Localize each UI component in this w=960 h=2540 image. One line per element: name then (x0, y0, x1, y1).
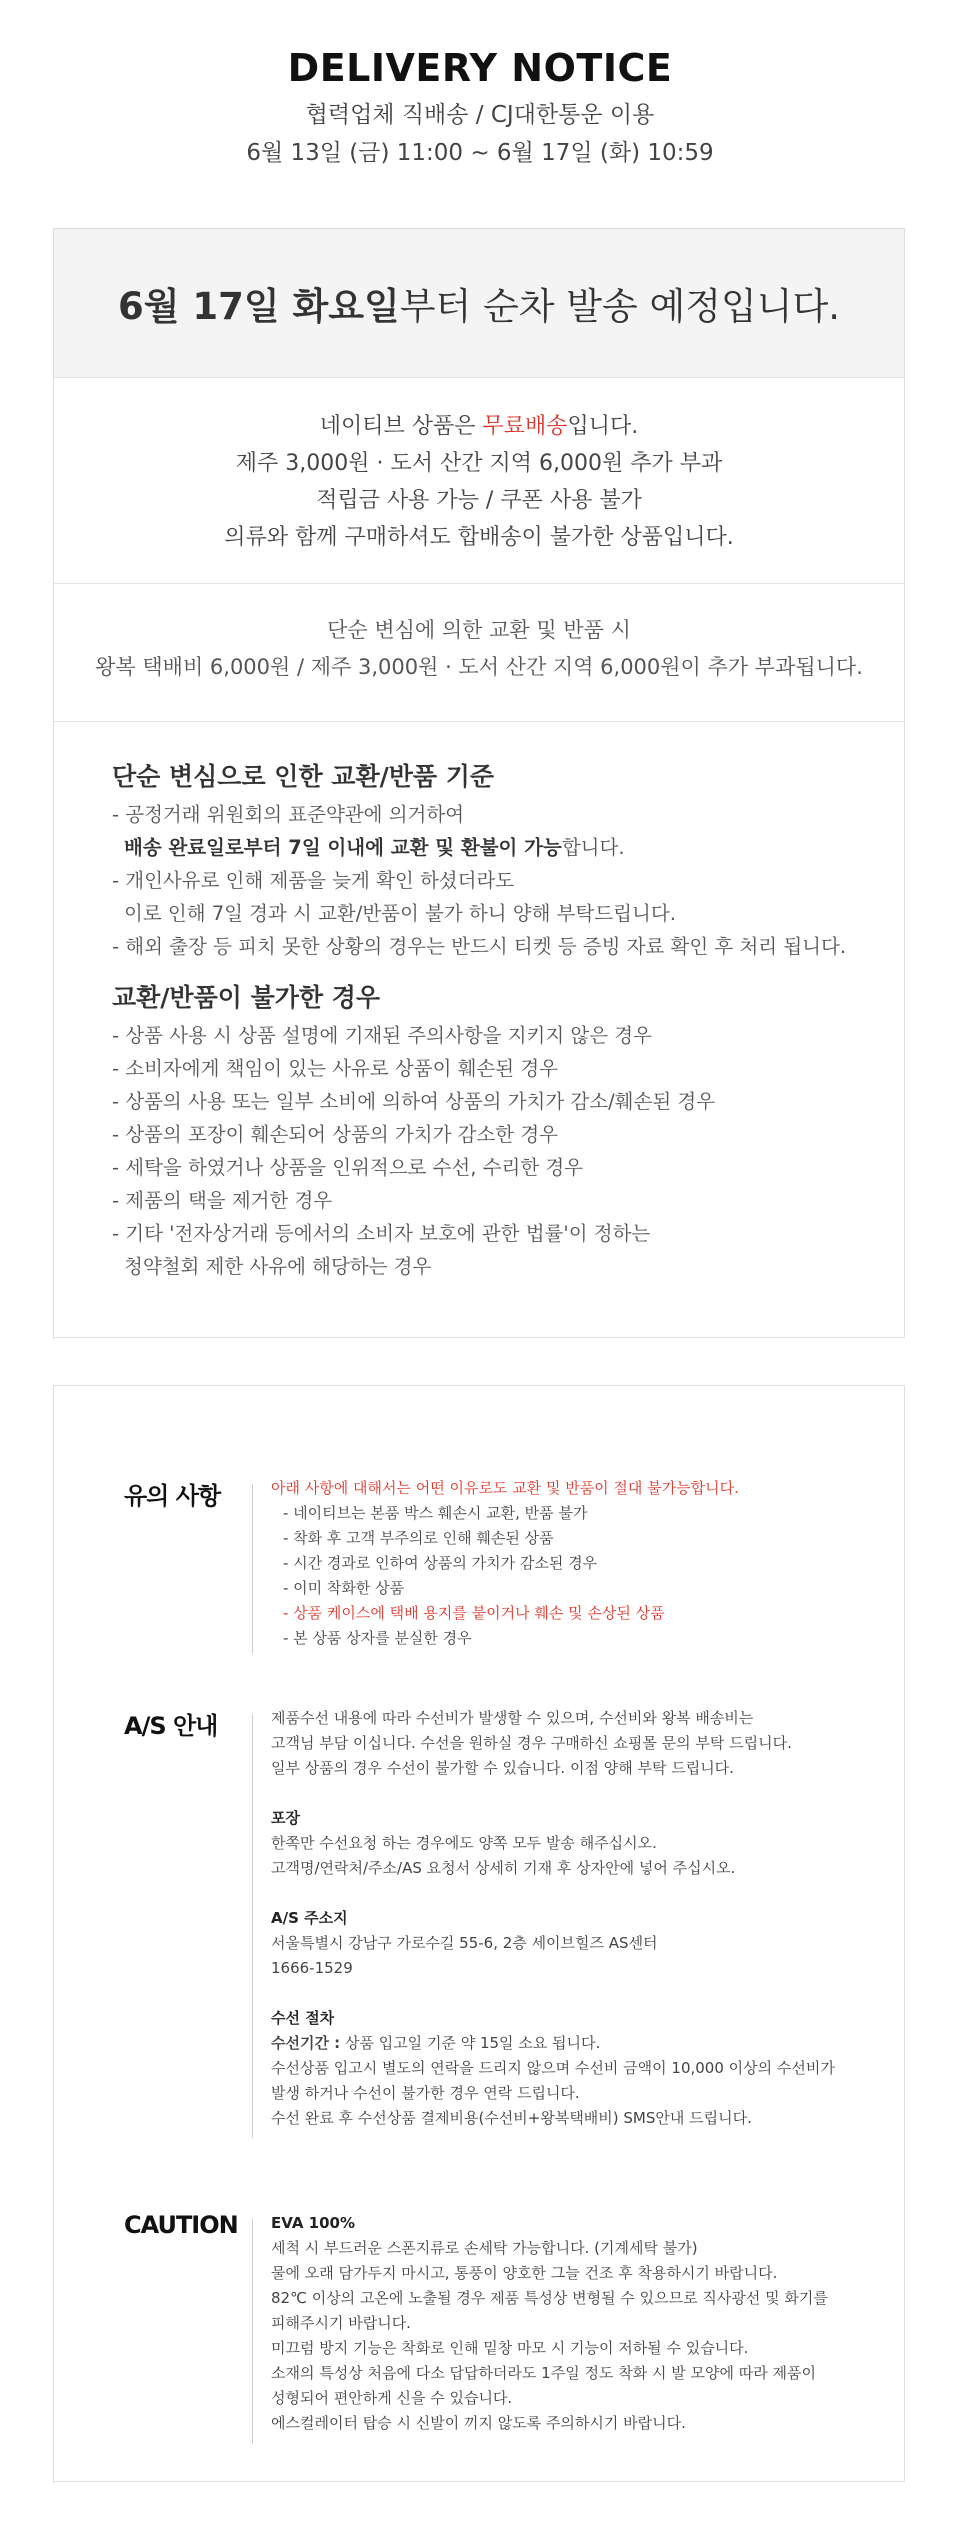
order-period: 6월 13일 (금) 11:00 ~ 6월 17일 (화) 10:59 (246, 140, 714, 166)
product-info-box (53, 1385, 905, 2482)
non-returnable-heading: 교환/반품이 불가한 경우 (112, 983, 381, 1012)
caution-line: 82℃ 이상의 고온에 노출될 경우 제품 특성상 변형될 수 있으므로 직사광선 및 화기를 (271, 2289, 828, 2307)
caution-line: 성형되어 편안하게 신을 수 있습니다. (271, 2389, 513, 2407)
notes-item: - 이미 착화한 상품 (283, 1579, 405, 1597)
non-returnable-item: - 기타 '전자상거래 등에서의 소비자 보호에 관한 법률'이 정하는 (112, 1222, 651, 1245)
return-fee-line-1: 단순 변심에 의한 교환 및 반품 시 (327, 618, 631, 642)
policy-line (112, 831, 904, 864)
caution-content (271, 2211, 828, 2436)
shipping-date-text: 부터 순차 발송 예정입니다. (399, 285, 840, 328)
repair-period-label: 수선기간 : (271, 2034, 341, 2052)
points-coupon-line: 적립금 사용 가능 / 쿠폰 사용 불가 (316, 488, 642, 513)
caution-line: 미끄럼 방지 기능은 착화로 인해 밑창 마모 시 기능이 저하될 수 있습니다. (271, 2339, 749, 2357)
as-address: 서울특별시 강남구 가로수길 55-6, 2층 세이브힐즈 AS센터 (271, 1934, 658, 1952)
return-fee-line-2: 왕복 택배비 6,000원 / 제주 3,000원 · 도서 산간 지역 6,000원이 추가 부과됩니다. (95, 655, 863, 679)
notes-content (271, 1476, 739, 1651)
notes-item: - 시간 경과로 인하여 상품의 가치가 감소된 경우 (283, 1554, 598, 1572)
repair-text: 수선 완료 후 수선상품 결제비용(수선비+왕복택배비) SMS안내 드립니다. (271, 2109, 752, 2127)
material-heading: EVA 100% (271, 2214, 356, 2232)
as-label: A/S 안내 (124, 1712, 218, 1740)
policy-line: 이로 인해 7일 경과 시 교환/반품이 불가 하니 양해 부탁드립니다. (124, 902, 676, 925)
page-title: DELIVERY NOTICE (287, 46, 673, 90)
repair-text: 수선상품 입고시 별도의 연락을 드리지 않으며 수선비 금액이 10,000 이상의 수선비가 (271, 2059, 835, 2077)
notes-item: - 네이티브는 본품 박스 훼손시 교환, 반품 불가 (283, 1504, 588, 1522)
policy-line: - 개인사유로 인해 제품을 늦게 확인 하셨더라도 (112, 869, 515, 892)
policy-highlight: 배송 완료일로부터 7일 이내에 교환 및 환불이 가능 (124, 836, 562, 859)
delivery-notice-box (53, 228, 905, 1338)
packing-text: 한쪽만 수선요청 하는 경우에도 양쪽 모두 발송 해주십시오. (271, 1834, 657, 1852)
divider (252, 1484, 253, 1654)
policy-line: - 공정거래 위원회의 표준약관에 의거하여 (112, 803, 465, 826)
caution-line: 세척 시 부드러운 스폰지류로 손세탁 가능합니다. (기계세탁 불가) (271, 2239, 698, 2257)
caution-line: 피해주시기 바랍니다. (271, 2314, 411, 2332)
as-phone: 1666-1529 (271, 1959, 353, 1977)
return-fee-info (54, 584, 904, 722)
free-shipping-line (54, 408, 904, 445)
caution-line: 소재의 특성상 처음에 다소 답답하더라도 1주일 정도 착화 시 발 모양에 따라 제품이 (271, 2364, 816, 2382)
non-returnable-item: - 상품 사용 시 상품 설명에 기재된 주의사항을 지키지 않은 경우 (112, 1024, 652, 1047)
packing-heading: 포장 (271, 1809, 300, 1827)
as-address-heading: A/S 주소지 (271, 1909, 348, 1927)
non-returnable-item: - 제품의 택을 제거한 경우 (112, 1189, 333, 1212)
policy-line: - 해외 출장 등 피치 못한 상황의 경우는 반드시 티켓 등 증빙 자료 확인 후 처리 됩니다. (112, 935, 847, 958)
as-text: 제품수선 내용에 따라 수선비가 발생할 수 있으며, 수선비와 왕복 배송비는 (271, 1709, 754, 1727)
notes-intro: 아래 사항에 대해서는 어떤 이유로도 교환 및 반품이 절대 불가능합니다. (271, 1479, 739, 1497)
repair-period (271, 2031, 835, 2056)
spacer (112, 963, 904, 977)
repair-process-heading: 수선 절차 (271, 2009, 335, 2027)
repair-text: 발생 하거나 수선이 불가한 경우 연락 드립니다. (271, 2084, 580, 2102)
shipping-date: 6월 17일 화요일 (118, 285, 400, 328)
spacer (271, 1881, 835, 1906)
caution-line: 에스컬레이터 탑승 시 신발이 끼지 않도록 주의하시기 바랍니다. (271, 2414, 686, 2432)
non-returnable-item: - 상품의 사용 또는 일부 소비에 의하여 상품의 가치가 감소/훼손된 경우 (112, 1090, 716, 1113)
caution-line: 물에 오래 담가두지 마시고, 통풍이 양호한 그늘 건조 후 착용하시기 바랍니다. (271, 2264, 778, 2282)
shipping-date-banner (54, 229, 904, 378)
packing-text: 고객명/연락처/주소/AS 요청서 상세히 기재 후 상자안에 넣어 주십시오. (271, 1859, 736, 1877)
free-shipping-highlight: 무료배송 (482, 414, 568, 439)
as-text: 고객님 부담 이십니다. 수선을 원하실 경우 구매하신 쇼핑몰 문의 부탁 드립니다. (271, 1734, 792, 1752)
non-returnable-item: - 소비자에게 책임이 있는 사유로 상품이 훼손된 경우 (112, 1057, 559, 1080)
return-criteria-heading: 단순 변심으로 인한 교환/반품 기준 (112, 762, 495, 791)
divider (252, 2219, 253, 2444)
return-policy (54, 722, 904, 1283)
notes-label: 유의 사항 (124, 1482, 221, 1510)
notes-item: - 착화 후 고객 부주의로 인해 훼손된 상품 (283, 1529, 554, 1547)
non-returnable-item: - 세탁을 하였거나 상품을 인위적으로 수선, 수리한 경우 (112, 1156, 584, 1179)
delivery-method: 협력업체 직배송 / CJ대한통운 이용 (305, 102, 655, 128)
free-shipping-prefix: 네이티브 상품은 (319, 414, 483, 439)
non-returnable-item: - 상품의 포장이 훼손되어 상품의 가치가 감소한 경우 (112, 1123, 559, 1146)
delivery-header (0, 0, 960, 172)
as-text: 일부 상품의 경우 수선이 불가할 수 있습니다. 이점 양해 부탁 드립니다. (271, 1759, 734, 1777)
divider (252, 1714, 253, 2138)
free-shipping-info (54, 378, 904, 584)
free-shipping-suffix: 입니다. (567, 414, 639, 439)
policy-line-suffix: 합니다. (561, 836, 625, 859)
extra-fee-line: 제주 3,000원 · 도서 산간 지역 6,000원 추가 부과 (235, 451, 723, 476)
non-returnable-item: 청약철회 제한 사유에 해당하는 경우 (124, 1255, 432, 1278)
combined-shipping-line: 의류와 함께 구매하셔도 합배송이 불가한 상품입니다. (224, 525, 734, 550)
as-content (271, 1706, 835, 2131)
repair-period-text: 상품 입고일 기준 약 15일 소요 됩니다. (340, 2034, 601, 2052)
notes-item: - 본 상품 상자를 분실한 경우 (283, 1629, 472, 1647)
spacer (271, 1981, 835, 2006)
notes-item: - 상품 케이스에 택배 용지를 붙이거나 훼손 및 손상된 상품 (283, 1604, 665, 1622)
spacer (271, 1781, 835, 1806)
caution-label: CAUTION (124, 2211, 238, 2239)
